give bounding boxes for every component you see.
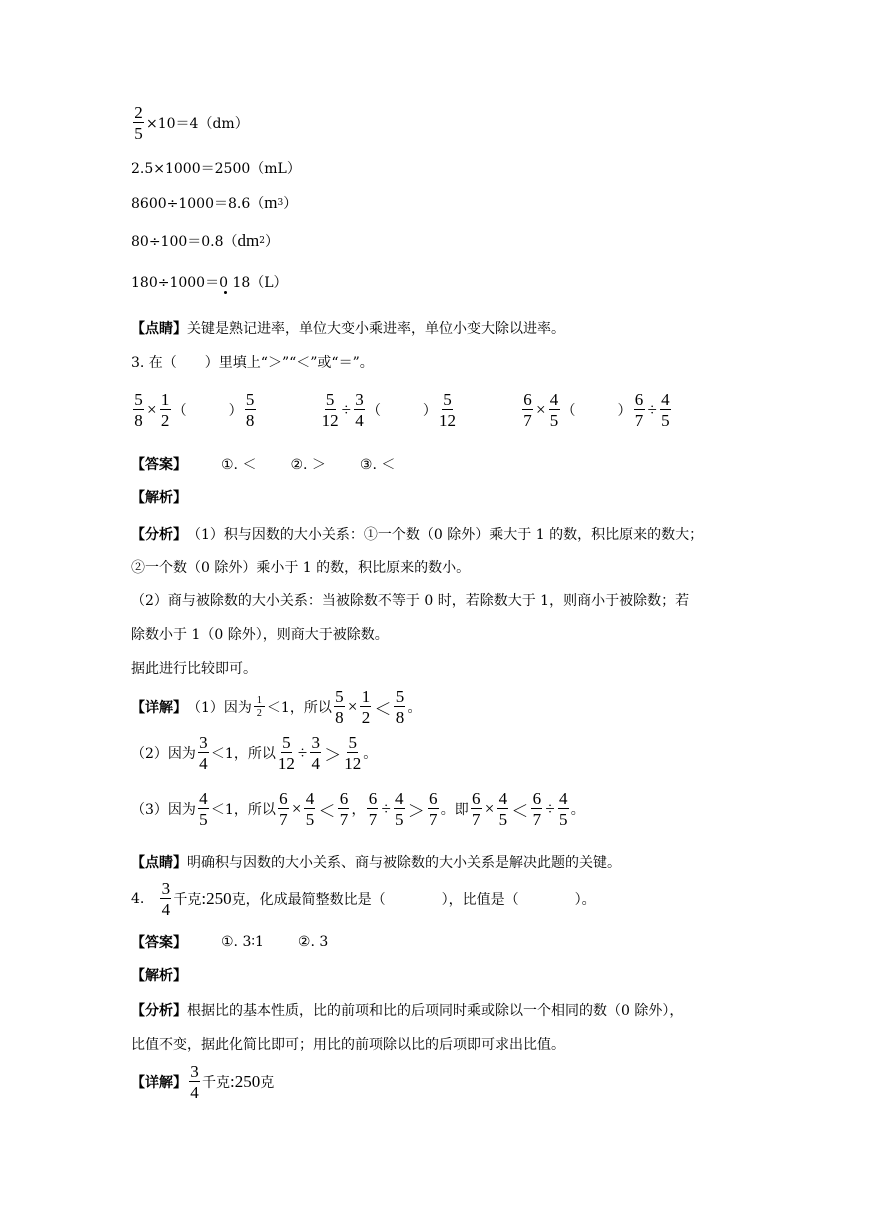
conv-line-5: 180÷1000＝0 18（L） [131,275,288,291]
q3-fenxi-1: 【分析】 （1）积与因数的大小关系：①一个数（0 除外）乘大于 1 的数，积比原来的数大； [131,527,704,543]
conv-line-2: 2.5×1000＝2500（mL） [131,161,301,177]
conv-line-3: 8600÷1000＝8.6（ m 3 ） [131,193,298,212]
answer-blank-2[interactable]: （ ） [366,403,437,419]
answer-blank-1[interactable]: （ ） [172,403,243,419]
q3-fenxi-5: 据此进行比较即可。 [131,661,257,677]
q4-fenxi-2: 比值不变，据此化简比即可；用比的前项除以比的后项即可求出比值。 [131,1037,565,1053]
q4-fenxi-1: 【分析】 根据比的基本性质，比的前项和比的后项同时乘或除以一个相同的数（0 除外）， [131,1003,684,1019]
fraction: $\frac{2}{5}$ [134,103,143,143]
q3-answer: 【答案】 ①. ＜ ②. ＞ ③. ＜ [131,457,396,473]
q4-detail: 【详解】 $\frac{3}{4}$ 千克 : 250 克 [131,1062,275,1102]
q3-jiexi: 【解析】 [131,490,187,506]
decimal-dot [224,291,227,294]
q3-fenxi-3: （2）商与被除数的大小关系：当被除数不等于 0 时，若除数大于 1，则商小于被除数；若 [131,593,690,609]
q3-tip: 【点睛】 明确积与因数的大小关系、商与被除数的大小关系是解决此题的关键。 [131,855,621,871]
q3-title: 3. 在（ ）里填上“＞”“＜”或“＝”。 [131,355,374,371]
q3-fenxi-2: ②一个数（0 除外）乘小于 1 的数，积比原来的数小。 [131,560,471,576]
q4-answer: 【答案】 ①. 3∶1 ②. 3 [131,934,329,951]
answer-blank-3[interactable]: （ ） [561,403,632,419]
conv-line-4: 80÷100＝0.8（ dm 2 ） [131,231,279,250]
q3-detail-2: （2）因为 $\frac{3}{4}$ ＜1，所以 $\frac{5}{12}$ ÷ $\frac{3}{4}$ ＞ $\frac{5}{12}$ 。 [131,733,378,773]
tip-1: 【点睛】 关键是熟记进率，单位大变小乘进率，单位小变大除以进率。 [131,321,565,337]
q3-expressions: $\frac{5}{8}$ × $\frac{1}{2}$ （ ） $\frac{5}{8}$ $\frac{5}{12}$ ÷ $\frac{3}{4}$ （ ） $\frac{5}{12}$ $\frac{6}{7}$ × $\frac{4}{5}$ （ ） $\frac{6}{7}$ ÷ $\frac{4}{5}$ [134,390,670,430]
conv-line-1: $\frac{2}{5}$ ×10＝4（dm） [134,103,249,143]
q3-detail-1: 【详解】 （1）因为 $\frac{1}{2}$ ＜1，所以 $\frac{5}{8}$ × $\frac{1}{2}$ ＜ $\frac{5}{8}$ 。 [131,687,422,727]
q3-detail-3: （3）因为 $\frac{4}{5}$ ＜1，所以 $\frac{6}{7}$ × $\frac{4}{5}$ ＜ $\frac{6}{7}$ ， $\frac{6}{7}$ ÷ $\frac{4}{5}$ ＞ $\frac{6}{7}$ 。即 $\frac{6}{7}$ × $\frac{4}{5}$ ＜ $\frac{6}{7}$ ÷ $\frac{4}{5}$ 。 [131,789,585,829]
q4-title: 4. $\frac{3}{4}$ 千克 : 250 克 ，化成最简整数比是（ ），比值是（ ）。 [131,879,596,919]
q3-fenxi-4: 除数小于 1（0 除外），则商大于被除数。 [131,627,389,643]
q4-jiexi: 【解析】 [131,968,187,984]
